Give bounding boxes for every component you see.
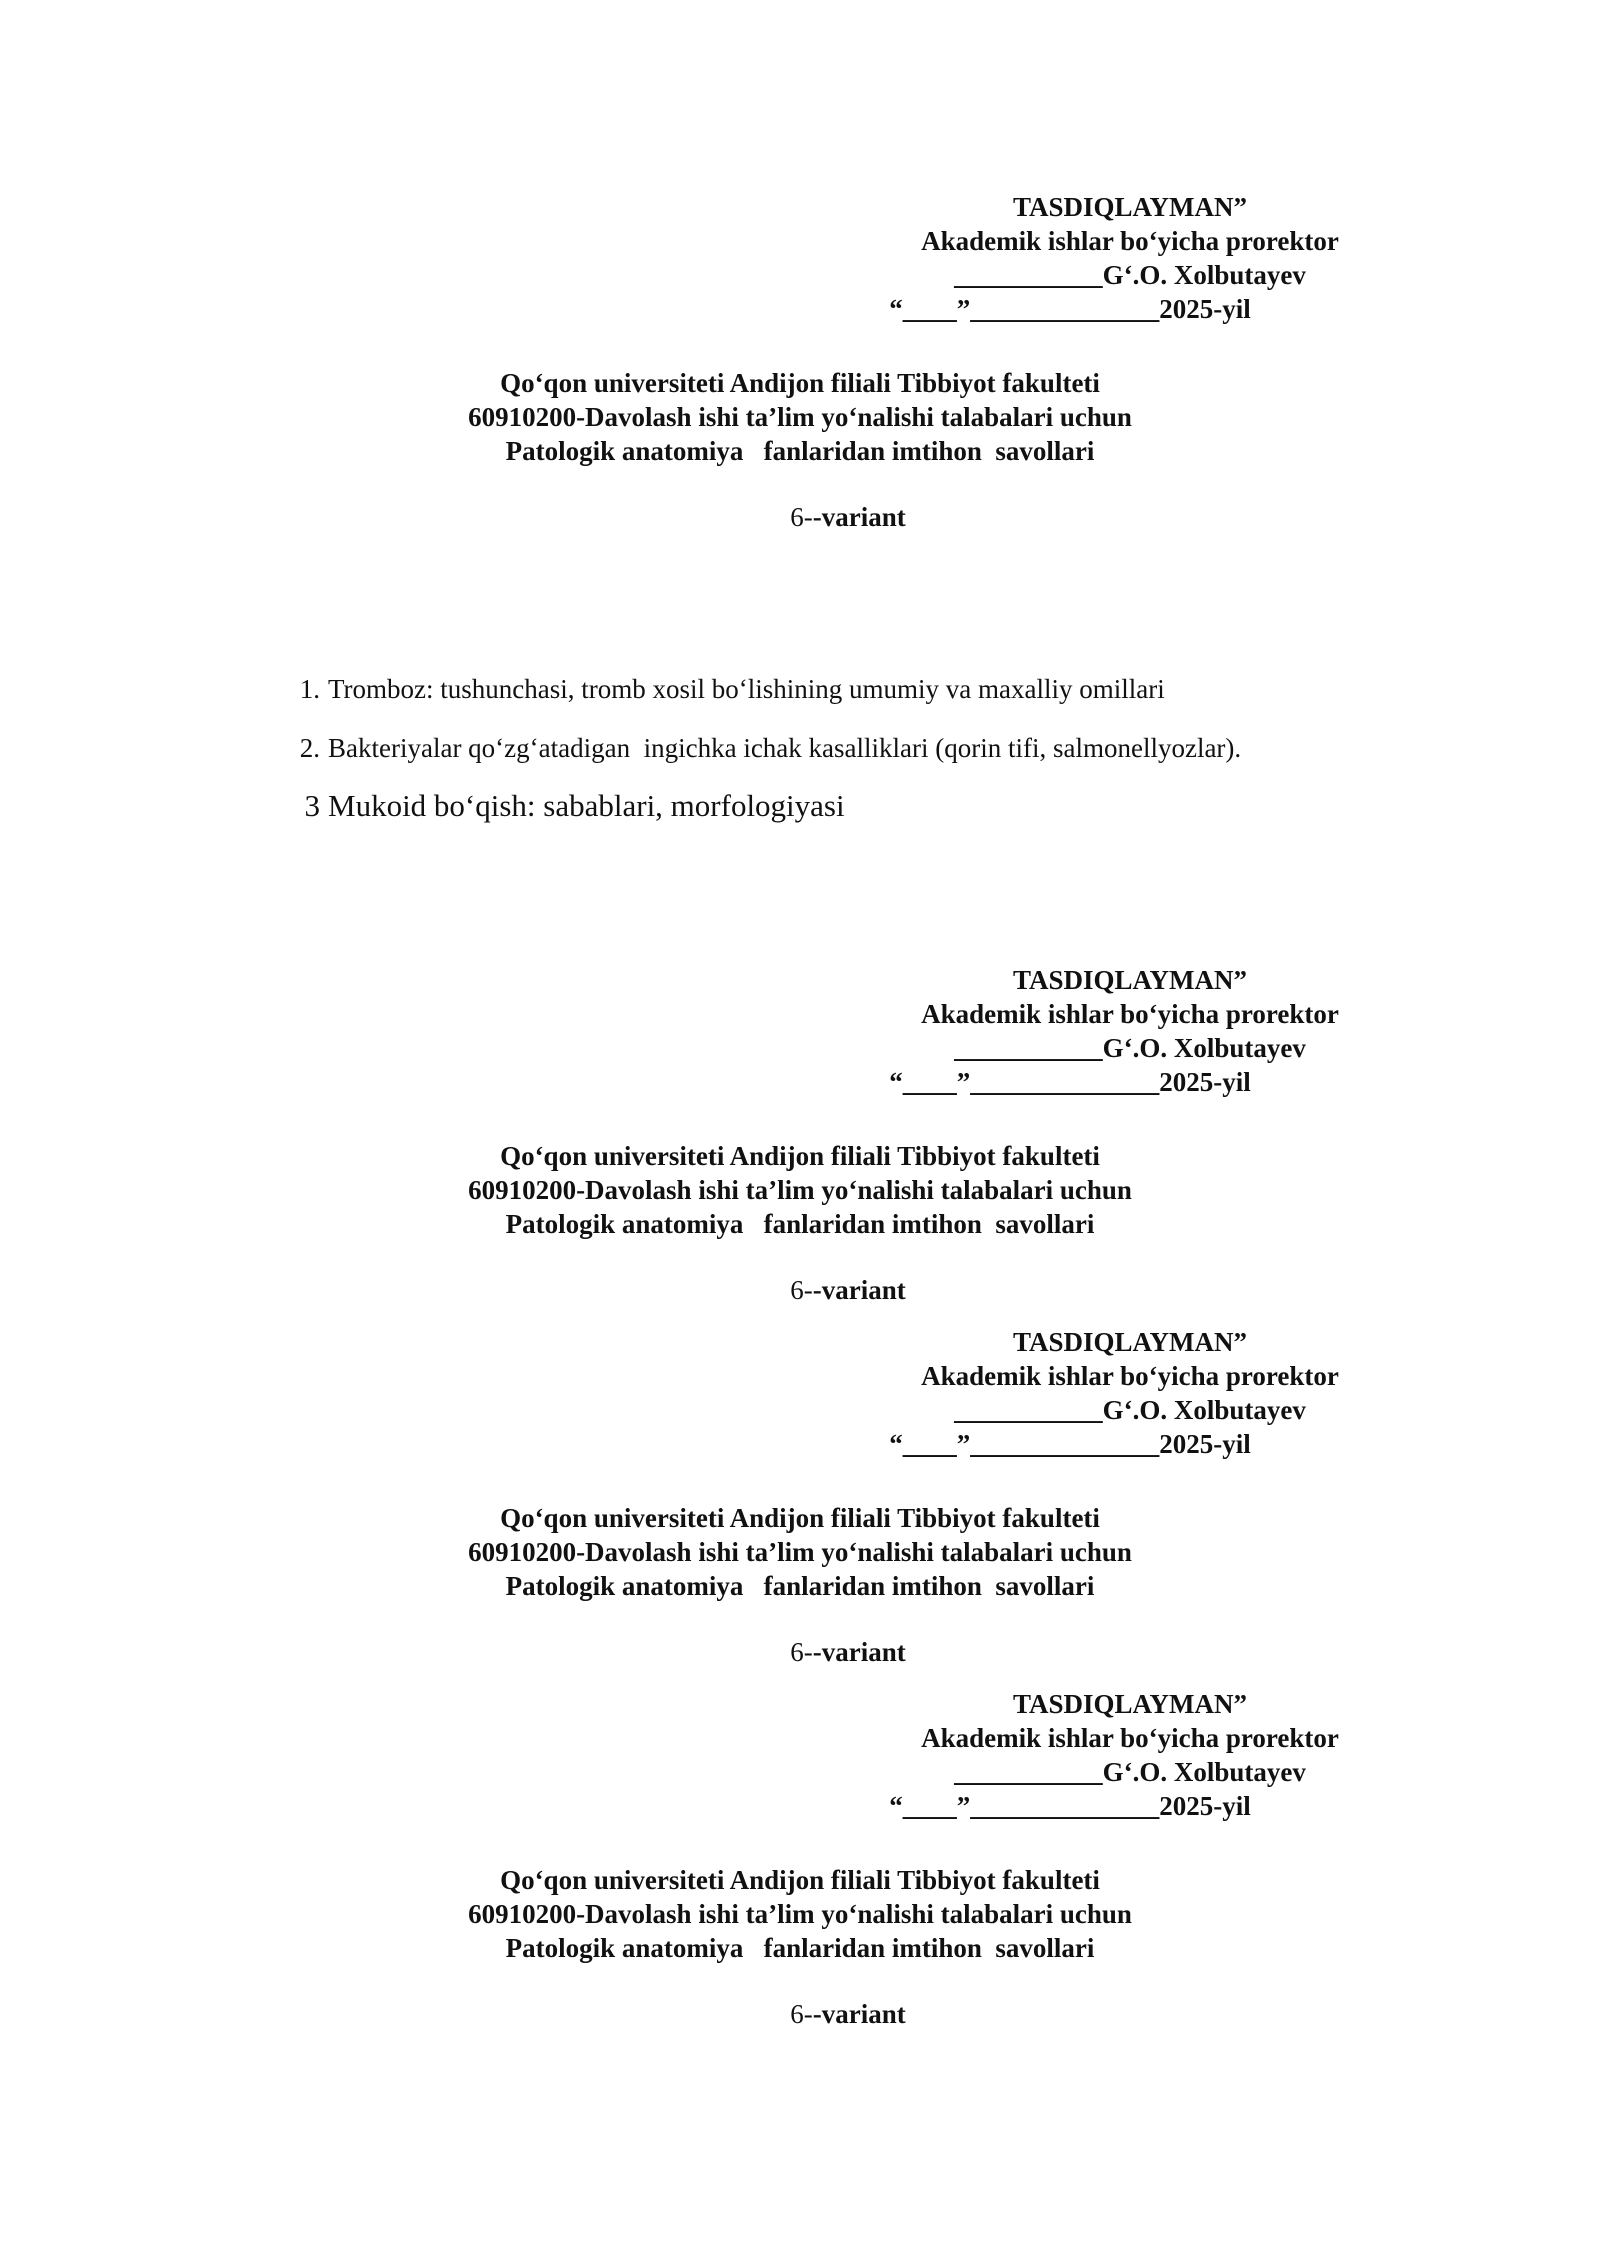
question-number: 1. [299,674,320,704]
exam-header-block-2 [0,963,1600,1363]
variant-word: -variant [812,1999,906,2029]
variant-label [648,500,1048,534]
variant-label [648,1635,1048,1669]
approver-position: Akademik ishlar bo‘yicha prorektor [921,226,1339,256]
variant-label [648,1997,1048,2031]
exam-header-block-3 [0,1325,1600,1725]
approval-date: “____”______________2025-yil [889,294,1251,324]
variant-number: 6- [790,1275,813,1305]
approver-signature: ___________G‘.O. Xolbutayev [954,260,1306,290]
question-number: 3 [304,788,320,823]
program-title: 60910200-Davolash ishi ta’lim yo‘nalishi talabalari uchun [468,402,1132,432]
variant-number: 6- [790,502,813,532]
variant-word: -variant [812,1637,906,1667]
approve-heading: TASDIQLAYMAN” [1012,965,1248,995]
question-item [280,789,845,823]
approver-position: Akademik ishlar bo‘yicha prorektor [921,1361,1339,1391]
program-title: 60910200-Davolash ishi ta’lim yo‘nalishi talabalari uchun [468,1175,1132,1205]
approver-position: Akademik ishlar bo‘yicha prorektor [921,999,1339,1029]
variant-word: -variant [812,502,906,532]
variant-label [648,1273,1048,1307]
variant-word: -variant [812,1275,906,1305]
approval-date: “____”______________2025-yil [889,1067,1251,1097]
university-title: Qo‘qon universiteti Andijon filiali Tibbiyot fakulteti [500,1503,1100,1533]
variant-number: 6- [790,1999,813,2029]
question-text: Tromboz: tushunchasi, tromb xosil bo‘lishining umumiy va maxalliy omillari [328,674,1165,704]
approver-signature: ___________G‘.O. Xolbutayev [954,1395,1306,1425]
program-title: 60910200-Davolash ishi ta’lim yo‘nalishi talabalari uchun [468,1537,1132,1567]
question-item [280,731,1241,765]
exam-header-block-1 [0,190,1600,590]
approver-position: Akademik ishlar bo‘yicha prorektor [921,1723,1339,1753]
variant-number: 6- [790,1637,813,1667]
university-title: Qo‘qon universiteti Andijon filiali Tibbiyot fakulteti [500,1865,1100,1895]
subject-title: Patologik anatomiya fanlaridan imtihon savollari [505,436,1095,466]
question-item [280,672,1165,706]
approver-signature: ___________G‘.O. Xolbutayev [954,1757,1306,1787]
question-text: Mukoid bo‘qish: sabablari, morfologiyasi [328,788,845,823]
approve-heading: TASDIQLAYMAN” [1012,1327,1248,1357]
exam-header-block-4 [0,1687,1600,2087]
approve-heading: TASDIQLAYMAN” [1012,1689,1248,1719]
approval-date: “____”______________2025-yil [889,1429,1251,1459]
program-title: 60910200-Davolash ishi ta’lim yo‘nalishi talabalari uchun [468,1899,1132,1929]
question-text: Bakteriyalar qo‘zg‘atadigan ingichka ichak kasalliklari (qorin tifi, salmonellyozlar). [328,733,1242,763]
university-title: Qo‘qon universiteti Andijon filiali Tibbiyot fakulteti [500,368,1100,398]
university-title: Qo‘qon universiteti Andijon filiali Tibbiyot fakulteti [500,1141,1100,1171]
approve-heading: TASDIQLAYMAN” [1012,192,1248,222]
approver-signature: ___________G‘.O. Xolbutayev [954,1033,1306,1063]
approval-date: “____”______________2025-yil [889,1791,1251,1821]
question-number: 2. [299,733,320,763]
subject-title: Patologik anatomiya fanlaridan imtihon savollari [505,1933,1095,1963]
subject-title: Patologik anatomiya fanlaridan imtihon savollari [505,1209,1095,1239]
subject-title: Patologik anatomiya fanlaridan imtihon savollari [505,1571,1095,1601]
